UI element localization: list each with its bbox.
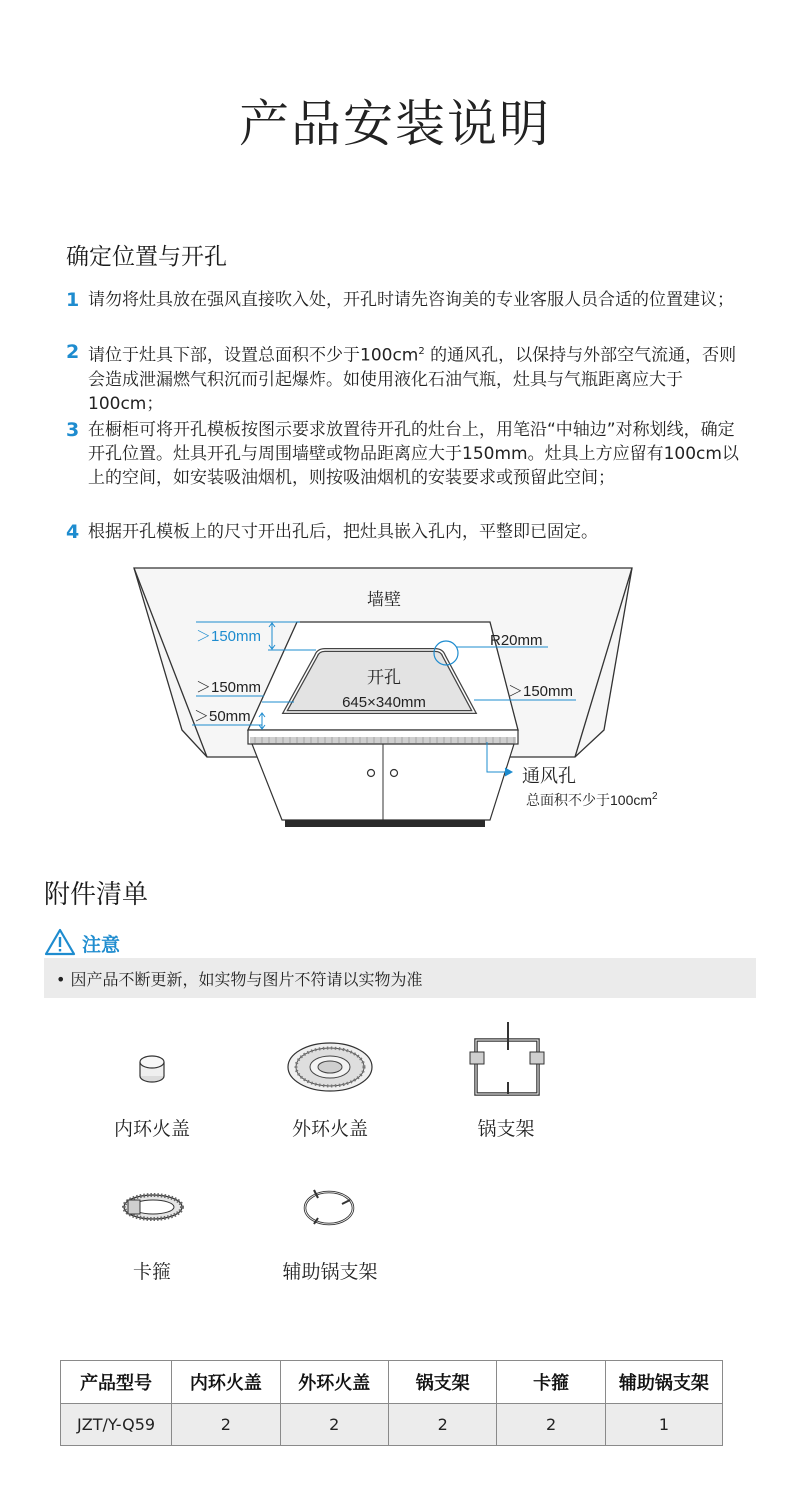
wall-label: 墙壁 [367,590,401,609]
dist-right-label: ＞150mm [508,683,574,700]
step-number: 4 [66,521,80,543]
hose-clamp-icon [120,1190,186,1224]
dist-left-label: ＞150mm [196,679,262,696]
vent-note [526,791,658,808]
warning-icon [44,928,76,956]
vent-label: 通风孔 [522,766,576,786]
table-cell: JZT/Y-Q59 [61,1404,172,1446]
hole-size-label: 645×340mm [342,694,426,711]
step-text: 请勿将灶具放在强风直接吹入处，开孔时请先咨询美的专业客服人员合适的位置建议； [88,290,734,310]
page-title: 产品安装说明 [239,95,551,153]
table-header: 外环火盖 [280,1361,388,1404]
vent-note-sup: 2 [652,791,658,802]
step-sup: 2 [418,346,425,357]
accessory-table [60,1360,723,1446]
table-cell: 2 [280,1404,388,1446]
step-item [66,288,746,312]
table-cell: 1 [605,1404,722,1446]
table-row [61,1404,723,1446]
table-header: 卡箍 [497,1361,605,1404]
step-item [66,340,746,416]
accessory-label: 外环火盖 [291,1118,368,1140]
section-title-position: 确定位置与开孔 [66,244,227,270]
step-text: 在橱柜可将开孔模板按图示要求放置待开孔的灶台上，用笔沿“中轴边”对称划线，确定开孔位置。灶具开孔与周围墙壁或物品距离应大于150mm。灶具上方应留有100cm以上的空间，如安装吸油烟机，则按吸油烟机的安装要求或预留此空间； [88,420,739,488]
step-item [66,418,746,490]
table-header: 锅支架 [388,1361,496,1404]
table-header-row [61,1361,723,1404]
installation-diagram [0,550,790,840]
section-title-accessories: 附件清单 [44,880,149,910]
step-text: 根据开孔模板上的尺寸开出孔后，把灶具嵌入孔内，平整即已固定。 [88,522,598,542]
step-text-a: 请位于灶具下部，设置总面积不少于100cm [88,345,419,366]
step-number: 1 [66,289,80,311]
cabinet-base [285,820,485,827]
table-header: 内环火盖 [172,1361,280,1404]
pot-support-icon [462,1020,552,1100]
step-item [66,520,746,544]
step-number: 3 [66,419,80,441]
accessory-label: 内环火盖 [113,1118,190,1140]
table-header: 辅助锅支架 [605,1361,722,1404]
accessory-label: 辅助锅支架 [282,1261,378,1283]
notice-label: 注意 [82,934,121,956]
hole-label: 开孔 [367,668,401,687]
vent-note-text: 总面积不少于100cm [526,792,653,808]
table-cell: 2 [497,1404,605,1446]
auxiliary-pot-support-icon [300,1186,358,1230]
accessory-label: 锅支架 [477,1118,535,1140]
table-cell: 2 [388,1404,496,1446]
table-cell: 2 [172,1404,280,1446]
inner-burner-cap-icon [130,1048,174,1088]
outer-burner-cap-icon [284,1040,376,1094]
notice-bar [44,958,756,998]
dist-back-label: ＞150mm [196,628,262,645]
step-text-b: 的通风孔，以保持与外部空气流通，否则会造成泄漏燃气积沉而引起爆炸。如使用液化石油气瓶，灶具与气瓶距离应大于100cm； [88,345,737,414]
step-number: 2 [66,341,80,363]
dist-front-label: ＞50mm [194,708,251,725]
notice-header [44,928,121,960]
table-header: 产品型号 [61,1361,172,1404]
notice-text: • 因产品不断更新，如实物与图片不符请以实物为准 [56,970,423,989]
radius-label: R20mm [490,632,543,649]
accessory-label: 卡箍 [132,1261,171,1283]
step-text [88,340,746,416]
